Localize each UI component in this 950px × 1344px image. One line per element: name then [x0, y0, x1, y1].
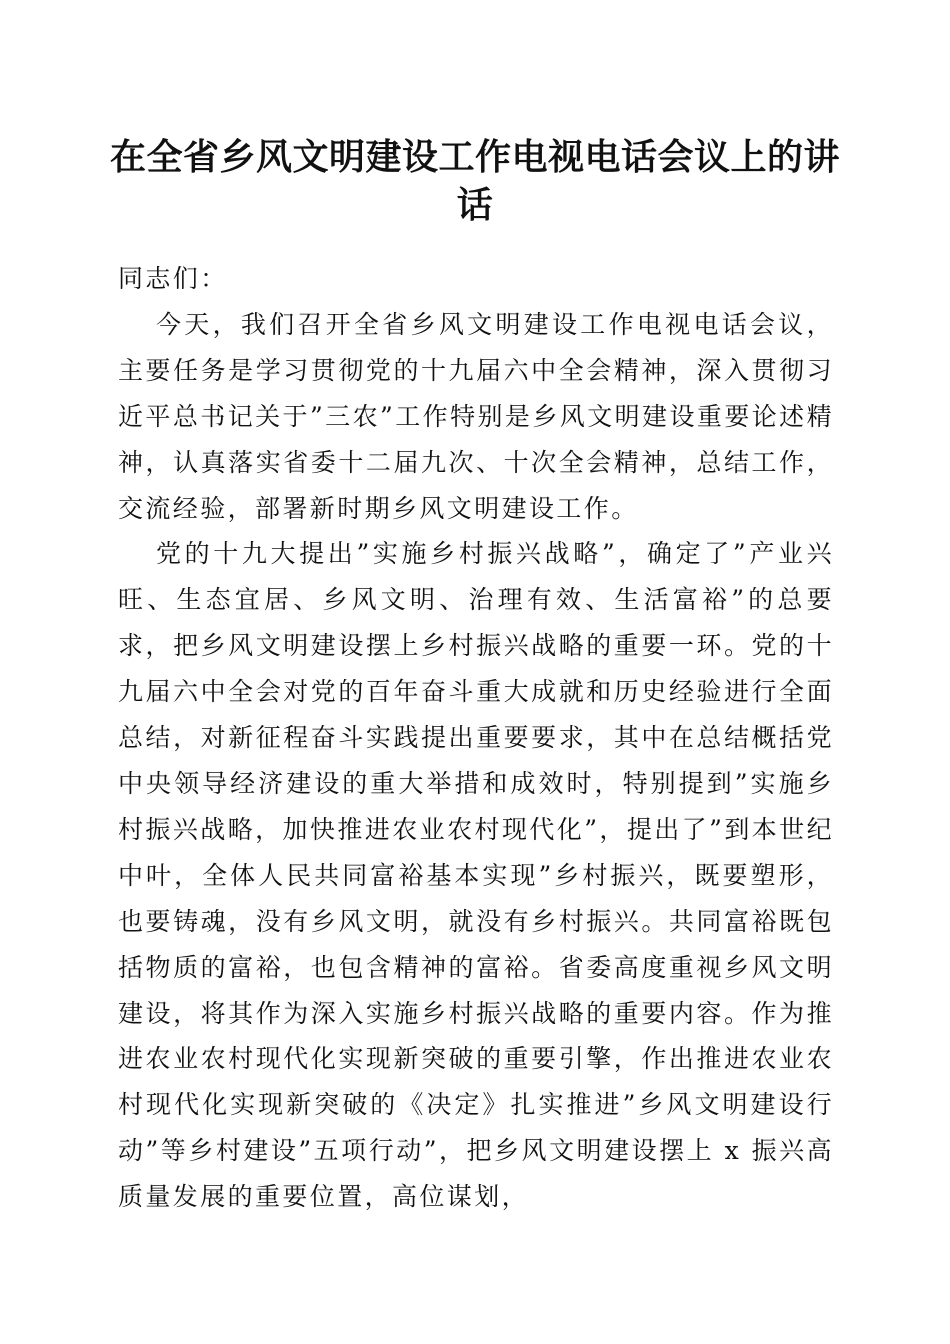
- salutation: 同志们：: [118, 264, 228, 293]
- paragraph-2: 党的十九大提出”实施乡村振兴战略”，确定了”产业兴旺、生态宜居、乡风文明、治理有效、生活富裕”的总要求，把乡风文明建设摆上乡村振兴战略的重要一环。党的十九届六中全会对党的百年奋斗重大成就和历史经验进行全面总结，对新征程奋斗实践提出重要要求，其中在总结概括党中央领导经济建设的重大举措和成效时，特别提到”实施乡村振兴战略，加快推进农业农村现代化”，提出了”到本世纪中叶，全体人民共同富裕基本实现”乡村振兴，既要塑形，也要铸魂，没有乡风文明，就没有乡村振兴。共同富裕既包括物质的富裕，也包含精神的富裕。省委高度重视乡风文明建设，将其作为深入实施乡村振兴战略的重要内容。作为推进农业农村现代化实现新突破的重要引擎，作出推进农业农村现代化实现新突破的《决定》扎实推进”乡风文明建设行动”等乡村建设”五项行动”，把乡风文明建设摆上 x 振兴高质量发展的重要位置，高位谋划，: [118, 539, 834, 1212]
- paragraph-1: 今天，我们召开全省乡风文明建设工作电视电话会议，主要任务是学习贯彻党的十九届六中全会精神，深入贯彻习近平总书记关于”三农”工作特别是乡风文明建设重要论述精神，认真落实省委十二届九次、十次全会精神，总结工作，交流经验，部署新时期乡风文明建设工作。: [118, 309, 834, 523]
- document-body: [118, 256, 834, 1220]
- document-title: 在全省乡风文明建设工作电视电话会议上的讲话: [109, 136, 840, 226]
